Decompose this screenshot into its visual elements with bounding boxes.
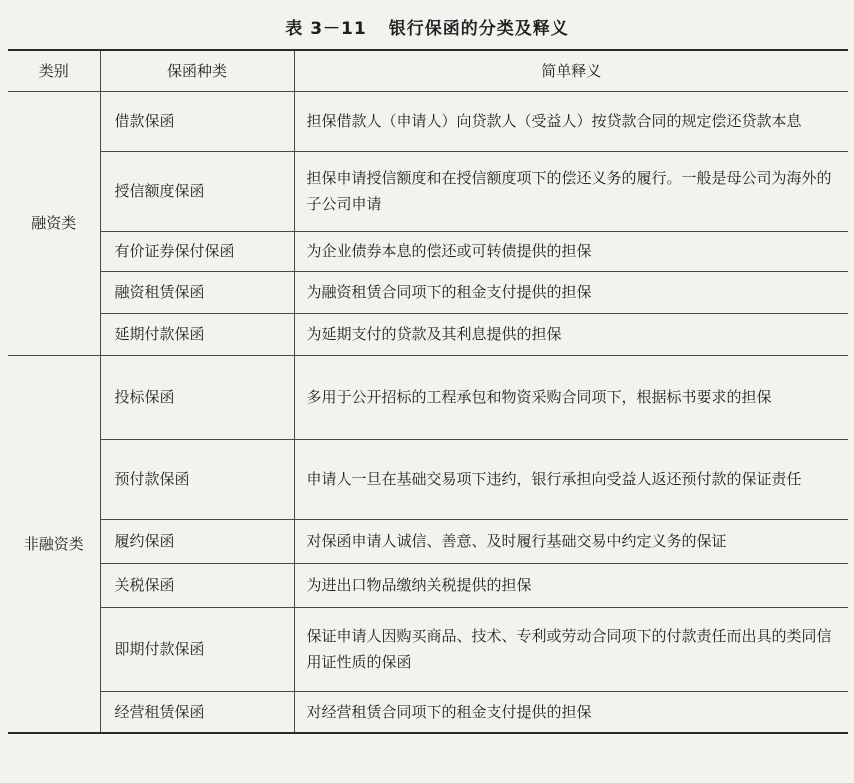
table-row [8, 151, 848, 231]
guarantee-type-cell: 投标保函 [100, 355, 294, 439]
table-row [8, 355, 848, 439]
definition-cell: 为延期支付的贷款及其利息提供的担保 [294, 313, 848, 355]
table-row [8, 231, 848, 271]
guarantee-type-cell: 借款保函 [100, 91, 294, 151]
definition-cell: 多用于公开招标的工程承包和物资采购合同项下，根据标书要求的担保 [294, 355, 848, 439]
table-row [8, 519, 848, 563]
definition-cell: 保证申请人因购买商品、技术、专利或劳动合同项下的付款责任而出具的类同信用证性质的保函 [294, 607, 848, 691]
table-row [8, 271, 848, 313]
definition-cell: 担保借款人（申请人）向贷款人（受益人）按贷款合同的规定偿还贷款本息 [294, 91, 848, 151]
table-row [8, 691, 848, 733]
definition-cell: 为进出口物品缴纳关税提供的担保 [294, 563, 848, 607]
guarantee-table [8, 49, 848, 734]
table-caption [0, 14, 854, 39]
definition-cell: 对经营租赁合同项下的租金支付提供的担保 [294, 691, 848, 733]
header-definition: 简单释义 [294, 50, 848, 91]
table-row [8, 91, 848, 151]
guarantee-type-cell: 履约保函 [100, 519, 294, 563]
table-number: 表 3－11 [285, 19, 367, 39]
header-row [8, 50, 848, 91]
guarantee-type-cell: 融资租赁保函 [100, 271, 294, 313]
definition-cell: 申请人一旦在基础交易项下违约，银行承担向受益人返还预付款的保证责任 [294, 439, 848, 519]
guarantee-type-cell: 授信额度保函 [100, 151, 294, 231]
category-cell: 融资类 [8, 91, 100, 355]
definition-cell: 为融资租赁合同项下的租金支付提供的担保 [294, 271, 848, 313]
guarantee-type-cell: 延期付款保函 [100, 313, 294, 355]
table-row [8, 563, 848, 607]
table-row [8, 607, 848, 691]
header-category: 类别 [8, 50, 100, 91]
table-title: 银行保函的分类及释义 [388, 19, 569, 39]
guarantee-type-cell: 经营租赁保函 [100, 691, 294, 733]
guarantee-type-cell: 关税保函 [100, 563, 294, 607]
guarantee-type-cell: 即期付款保函 [100, 607, 294, 691]
guarantee-type-cell: 预付款保函 [100, 439, 294, 519]
definition-cell: 对保函申请人诚信、善意、及时履行基础交易中约定义务的保证 [294, 519, 848, 563]
table-row [8, 313, 848, 355]
definition-cell: 担保申请授信额度和在授信额度项下的偿还义务的履行。一般是母公司为海外的子公司申请 [294, 151, 848, 231]
header-type: 保函种类 [100, 50, 294, 91]
table-row [8, 439, 848, 519]
category-cell: 非融资类 [8, 355, 100, 733]
guarantee-type-cell: 有价证券保付保函 [100, 231, 294, 271]
definition-cell: 为企业债券本息的偿还或可转债提供的担保 [294, 231, 848, 271]
